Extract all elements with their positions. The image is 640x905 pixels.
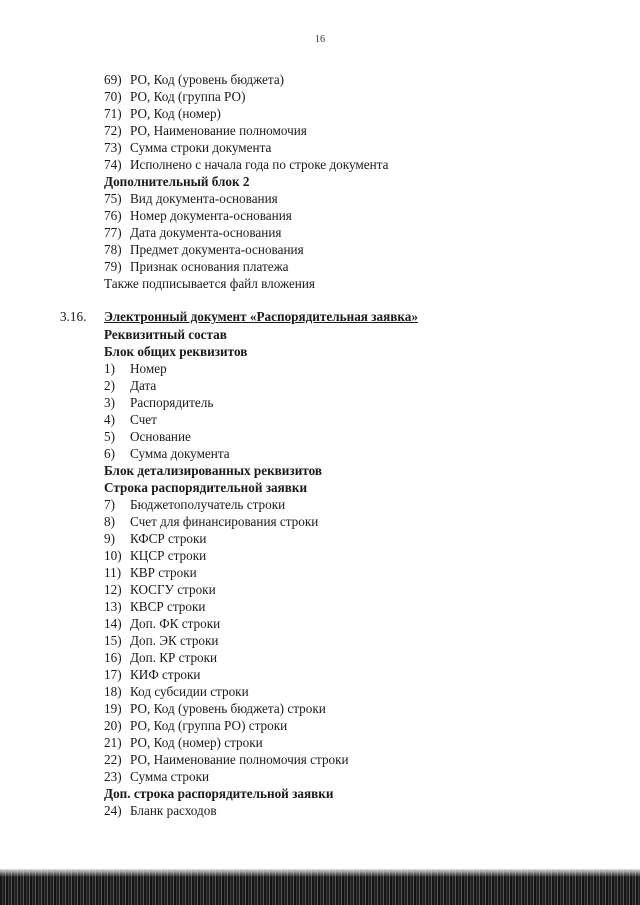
item-text: КВСР строки: [130, 599, 206, 614]
list-item: [104, 140, 271, 156]
list-item: [104, 633, 218, 649]
item-number: 19): [104, 701, 122, 716]
item-text: РО, Наименование полномочия: [130, 123, 307, 138]
item-number: 5): [104, 429, 115, 444]
block-heading: Дополнительный блок 2: [104, 174, 250, 189]
item-text: РО, Код (номер): [130, 106, 221, 121]
item-text: Код субсидии строки: [130, 684, 249, 699]
item-number: 74): [104, 157, 122, 172]
list-item: [104, 735, 263, 751]
item-number: 7): [104, 497, 115, 512]
block-heading: Блок детализированных реквизитов: [104, 463, 322, 478]
item-text: Номер документа-основания: [130, 208, 292, 223]
item-number: 14): [104, 616, 122, 631]
list-item: [104, 497, 285, 513]
block-heading: Строка распорядительной заявки: [104, 480, 308, 495]
list-item: [104, 412, 157, 428]
block-heading: Реквизитный состав: [104, 327, 227, 342]
section-title: Электронный документ «Распорядительная заявка»: [104, 309, 418, 324]
item-text: Предмет документа-основания: [130, 242, 304, 257]
list-item: [104, 701, 326, 717]
list-item: [104, 531, 207, 547]
item-number: 16): [104, 650, 122, 665]
list-item: [104, 242, 304, 258]
block-heading: Блок общих реквизитов: [104, 344, 248, 359]
item-number: 13): [104, 599, 122, 614]
item-number: 10): [104, 548, 122, 563]
block-heading: Доп. строка распорядительной заявки: [104, 786, 334, 801]
item-number: 9): [104, 531, 115, 546]
section-number: 3.16.: [60, 309, 87, 324]
item-text: Вид документа-основания: [130, 191, 278, 206]
list-item: [104, 72, 284, 88]
item-text: РО, Код (уровень бюджета): [130, 72, 285, 87]
item-number: 75): [104, 191, 122, 206]
list-item: [104, 667, 200, 683]
item-text: Исполнено с начала года по строке документа: [130, 157, 389, 172]
item-number: 4): [104, 412, 115, 427]
item-text: КВР строки: [130, 565, 197, 580]
item-text: Сумма документа: [130, 446, 230, 461]
text-line: Также подписывается файл вложения: [104, 276, 315, 291]
item-number: 1): [104, 361, 115, 376]
list-item: [104, 548, 206, 564]
item-text: Бюджетополучатель строки: [130, 497, 286, 512]
item-text: Признак основания платежа: [130, 259, 289, 274]
list-item: [104, 191, 278, 207]
list-item: [104, 599, 205, 615]
list-item: [104, 395, 213, 411]
item-text: РО, Код (уровень бюджета) строки: [130, 701, 326, 716]
item-text: Номер: [130, 361, 167, 376]
item-text: Счет для финансирования строки: [130, 514, 319, 529]
item-number: 77): [104, 225, 122, 240]
list-item: [104, 208, 292, 224]
item-number: 20): [104, 718, 122, 733]
item-number: 69): [104, 72, 122, 87]
list-item: [104, 89, 245, 105]
list-item: [104, 582, 216, 598]
item-number: 21): [104, 735, 122, 750]
item-number: 73): [104, 140, 122, 155]
item-text: КЦСР строки: [130, 548, 207, 563]
list-item: [104, 123, 307, 139]
list-item: [104, 684, 249, 700]
item-text: Основание: [130, 429, 191, 444]
item-number: 22): [104, 752, 122, 767]
item-number: 8): [104, 514, 115, 529]
list-item: [104, 769, 209, 785]
list-item: [104, 259, 289, 275]
item-number: 23): [104, 769, 122, 784]
item-number: 17): [104, 667, 122, 682]
item-text: Доп. ЭК строки: [130, 633, 219, 648]
list-item: [104, 106, 221, 122]
item-number: 70): [104, 89, 122, 104]
item-number: 3): [104, 395, 115, 410]
item-number: 6): [104, 446, 115, 461]
item-text: КИФ строки: [130, 667, 201, 682]
item-text: РО, Код (номер) строки: [130, 735, 263, 750]
item-text: Бланк расходов: [130, 803, 217, 818]
list-item: [104, 565, 197, 581]
list-item: [104, 650, 217, 666]
list-item: [104, 225, 281, 241]
item-text: КОСГУ строки: [130, 582, 216, 597]
list-item: [104, 718, 287, 734]
item-text: Доп. ФК строки: [130, 616, 221, 631]
item-text: Дата документа-основания: [130, 225, 282, 240]
page-number: 16: [315, 34, 325, 45]
item-text: Сумма строки документа: [130, 140, 272, 155]
item-text: Дата: [130, 378, 157, 393]
item-number: 2): [104, 378, 115, 393]
list-item: [104, 803, 217, 819]
item-text: РО, Код (группа РО): [130, 89, 246, 104]
list-item: [104, 446, 230, 462]
item-number: 76): [104, 208, 122, 223]
item-text: РО, Наименование полномочия строки: [130, 752, 349, 767]
item-number: 71): [104, 106, 122, 121]
item-number: 24): [104, 803, 122, 818]
item-text: КФСР строки: [130, 531, 207, 546]
list-item: [104, 616, 220, 632]
list-item: [104, 361, 167, 377]
item-text: Счет: [130, 412, 157, 427]
list-item: [104, 429, 191, 445]
item-number: 15): [104, 633, 122, 648]
item-number: 11): [104, 565, 122, 580]
list-item: [104, 378, 156, 394]
scan-edge-band: [0, 869, 640, 905]
item-number: 18): [104, 684, 122, 699]
item-text: РО, Код (группа РО) строки: [130, 718, 288, 733]
item-number: 72): [104, 123, 122, 138]
item-number: 12): [104, 582, 122, 597]
item-number: 78): [104, 242, 122, 257]
item-number: 79): [104, 259, 122, 274]
item-text: Распорядитель: [130, 395, 214, 410]
item-text: Сумма строки: [130, 769, 210, 784]
list-item: [104, 514, 318, 530]
item-text: Доп. КР строки: [130, 650, 218, 665]
list-item: [104, 752, 349, 768]
list-item: [104, 157, 388, 173]
